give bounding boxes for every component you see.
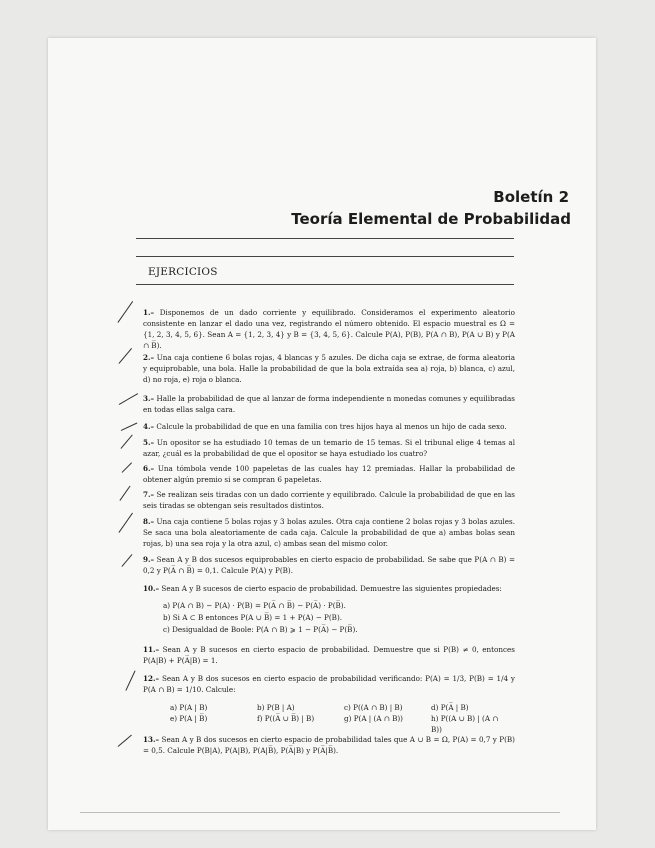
exercise-12-item: g) P(A | (A ∩ B)) bbox=[344, 714, 403, 723]
exercise-6 bbox=[143, 463, 515, 485]
exercise-2 bbox=[143, 352, 515, 385]
exercise-text: Sean A y B dos sucesos en cierto espacio de probabilidad verificando: P(A) = 1/3, P(B) = 1/4 y P(A ∩ B) = 1/10. Calcule: bbox=[143, 674, 515, 694]
exercise-13 bbox=[143, 734, 515, 756]
document-subtitle: Teoría Elemental de Probabilidad bbox=[291, 210, 571, 228]
exercise-number: 6.– bbox=[143, 464, 155, 473]
exercise-text: Sean A y B dos sucesos equiprobables en cierto espacio de probabilidad. Se sabe que P(A ∩ B) = 0,2 y P(A̅ ∩ B̅) = 0,1. Calcule P(A) y P(B). bbox=[143, 555, 515, 575]
exercise-10-item-a: a) P(A ∩ B) − P(A) · P(B) = P(A̅ ∩ B̅) − P(A̅) · P(B̅). bbox=[163, 601, 346, 610]
exercise-12-item: c) P((A ∩ B) | B) bbox=[344, 703, 403, 712]
exercise-12 bbox=[143, 673, 515, 695]
exercise-4 bbox=[143, 421, 515, 432]
exercise-text: Un opositor se ha estudiado 10 temas de un temario de 15 temas. Si el tribunal elige 4 temas al azar, ¿cuál es la probabilidad de que el opositor se haya estudiado los cuatro? bbox=[143, 438, 515, 458]
title-rule bbox=[136, 238, 514, 239]
exercise-text: Se realizan seis tiradas con un dado corriente y equilibrado. Calcule la probabilidad de que en las seis tiradas se obtengan seis resultados distintos. bbox=[143, 490, 515, 510]
exercise-number: 5.– bbox=[143, 438, 155, 447]
document-title: Boletín 2 bbox=[493, 188, 569, 206]
exercise-10-item-b: b) Si A ⊂ B entonces P(A ∪ B̅) = 1 + P(A) − P(B). bbox=[163, 613, 343, 622]
exercise-10 bbox=[143, 583, 515, 594]
exercise-12-item: d) P(A̅ | B) bbox=[431, 703, 469, 712]
exercise-number: 11.– bbox=[143, 645, 160, 654]
exercise-number: 13.– bbox=[143, 735, 160, 744]
exercise-10-item-c: c) Desigualdad de Boole: P(A ∩ B) ⩾ 1 − P(A̅) − P(B̅). bbox=[163, 625, 358, 634]
exercise-number: 10.– bbox=[143, 584, 160, 593]
exercise-12-items bbox=[170, 702, 510, 735]
exercise-number: 12.– bbox=[143, 674, 160, 683]
exercise-7 bbox=[143, 489, 515, 511]
exercise-12-item: e) P(A | B̅) bbox=[170, 714, 208, 723]
exercise-9 bbox=[143, 554, 515, 576]
exercise-12-item: h) P((A ∪ B) | (A ∩ B)) bbox=[431, 714, 499, 734]
exercise-5 bbox=[143, 437, 515, 459]
exercise-8 bbox=[143, 516, 515, 549]
exercise-11 bbox=[143, 644, 515, 666]
exercise-12-item: f) P((A̅ ∪ B̅) | B) bbox=[257, 714, 315, 723]
section-bottom-rule bbox=[136, 284, 514, 285]
exercise-12-item: a) P(A | B) bbox=[170, 703, 208, 712]
exercise-number: 2.– bbox=[143, 353, 155, 362]
exercise-text: Una caja contiene 5 bolas rojas y 3 bolas azules. Otra caja contiene 2 bolas rojas y 3 bolas azules. Se saca una bola aleatoriamente de cada caja. Calcule la probabilidad de que a) ambas bolas sean rojas, b) una sea roja y la otra azul, c) ambas sean del mismo color. bbox=[143, 517, 515, 548]
page-bottom-edge bbox=[80, 812, 560, 813]
exercise-1 bbox=[143, 307, 515, 351]
exercise-text: Sean A y B sucesos de cierto espacio de probabilidad. Demuestre las siguientes propiedades: bbox=[161, 584, 502, 593]
exercise-text: Calcule la probabilidad de que en una familia con tres hijos haya al menos un hijo de cada sexo. bbox=[156, 422, 507, 431]
exercise-number: 4.– bbox=[143, 422, 155, 431]
exercise-number: 8.– bbox=[143, 517, 155, 526]
section-top-rule bbox=[136, 256, 514, 257]
section-heading: EJERCICIOS bbox=[148, 266, 218, 278]
exercise-text: Halle la probabilidad de que al lanzar de forma independiente n monedas comunes y equilibradas en todas ellas salga cara. bbox=[143, 394, 515, 414]
exercise-number: 9.– bbox=[143, 555, 155, 564]
exercise-number: 1.– bbox=[143, 308, 155, 317]
exercise-text: Una caja contiene 6 bolas rojas, 4 blancas y 5 azules. De dicha caja se extrae, de forma aleatoria y equiprobable, una bola. Halle la probabilidad de que la bola extraída sea a) roja, b) blanca, c) azul, d) no roja, e) roja o blanca. bbox=[143, 353, 515, 384]
exercise-number: 3.– bbox=[143, 394, 155, 403]
exercise-text: Una tómbola vende 100 papeletas de las cuales hay 12 premiadas. Hallar la probabilidad de obtener algún premio si se compran 6 papeletas. bbox=[143, 464, 515, 484]
exercise-number: 7.– bbox=[143, 490, 155, 499]
exercise-text: Disponemos de un dado corriente y equilibrado. Consideramos el experimento aleatorio consistente en lanzar el dado una vez, registrando el número obtenido. El espacio muestral es Ω = {1, 2, 3, 4, 5, 6}. Sean A = {1, 2, 3, 4} y B = {3, 4, 5, 6}. Calcule P(A), P(B), P(A ∩ B), P(A ∪ B) y P(A ∩ B̅). bbox=[143, 308, 515, 350]
exercise-12-item: b) P(B | A) bbox=[257, 703, 295, 712]
exercise-text: Sean A y B dos sucesos en cierto espacio de probabilidad tales que A ∪ B = Ω, P(A) = 0,7 y P(B) = 0,5. Calcule P(B|A), P(A|B), P(A|B̅), P(A̅|B) y P(A̅|B̅). bbox=[143, 735, 515, 755]
exercise-3 bbox=[143, 393, 515, 415]
exercise-text: Sean A y B sucesos en cierto espacio de probabilidad. Demuestre que si P(B) ≠ 0, entonces P(A|B) + P(A̅|B) = 1. bbox=[143, 645, 515, 665]
